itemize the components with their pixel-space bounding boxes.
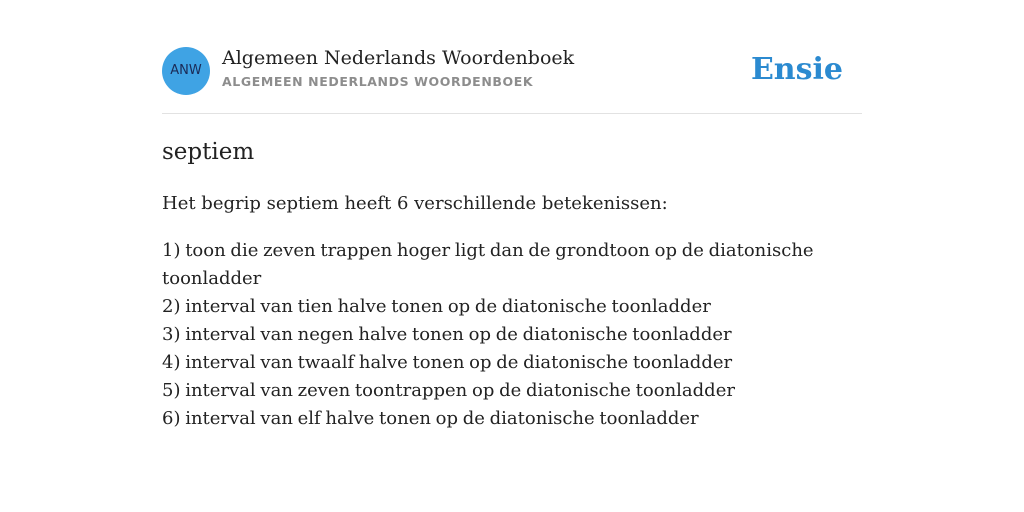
entry-term: septiem	[162, 139, 255, 165]
entry-intro: Het begrip septiem heeft 6 verschillende betekenissen:	[162, 193, 668, 214]
ensie-logo[interactable]: Ensie	[750, 52, 843, 87]
definition-item: 3) interval van negen halve tonen op de diatonische toonladder	[162, 324, 732, 345]
source-header	[162, 0, 862, 114]
anw-logo[interactable]: ANW	[162, 47, 210, 95]
source-subtitle: ALGEMEEN NEDERLANDS WOORDENBOEK	[222, 74, 534, 89]
definitions-list	[162, 237, 862, 433]
entry-card	[162, 0, 862, 429]
source-title[interactable]: Algemeen Nederlands Woordenboek	[222, 47, 575, 69]
definition-item: 5) interval van zeven toontrappen op de diatonische toonladder	[162, 380, 735, 401]
definition-item: 2) interval van tien halve tonen op de diatonische toonladder	[162, 296, 711, 317]
definition-item: 4) interval van twaalf halve tonen op de diatonische toonladder	[162, 352, 733, 373]
definition-item: 1) toon die zeven trappen hoger ligt dan de grondtoon op de diatonische toonladder	[162, 240, 814, 289]
definition-item: 6) interval van elf halve tonen op de diatonische toonladder	[162, 408, 699, 429]
